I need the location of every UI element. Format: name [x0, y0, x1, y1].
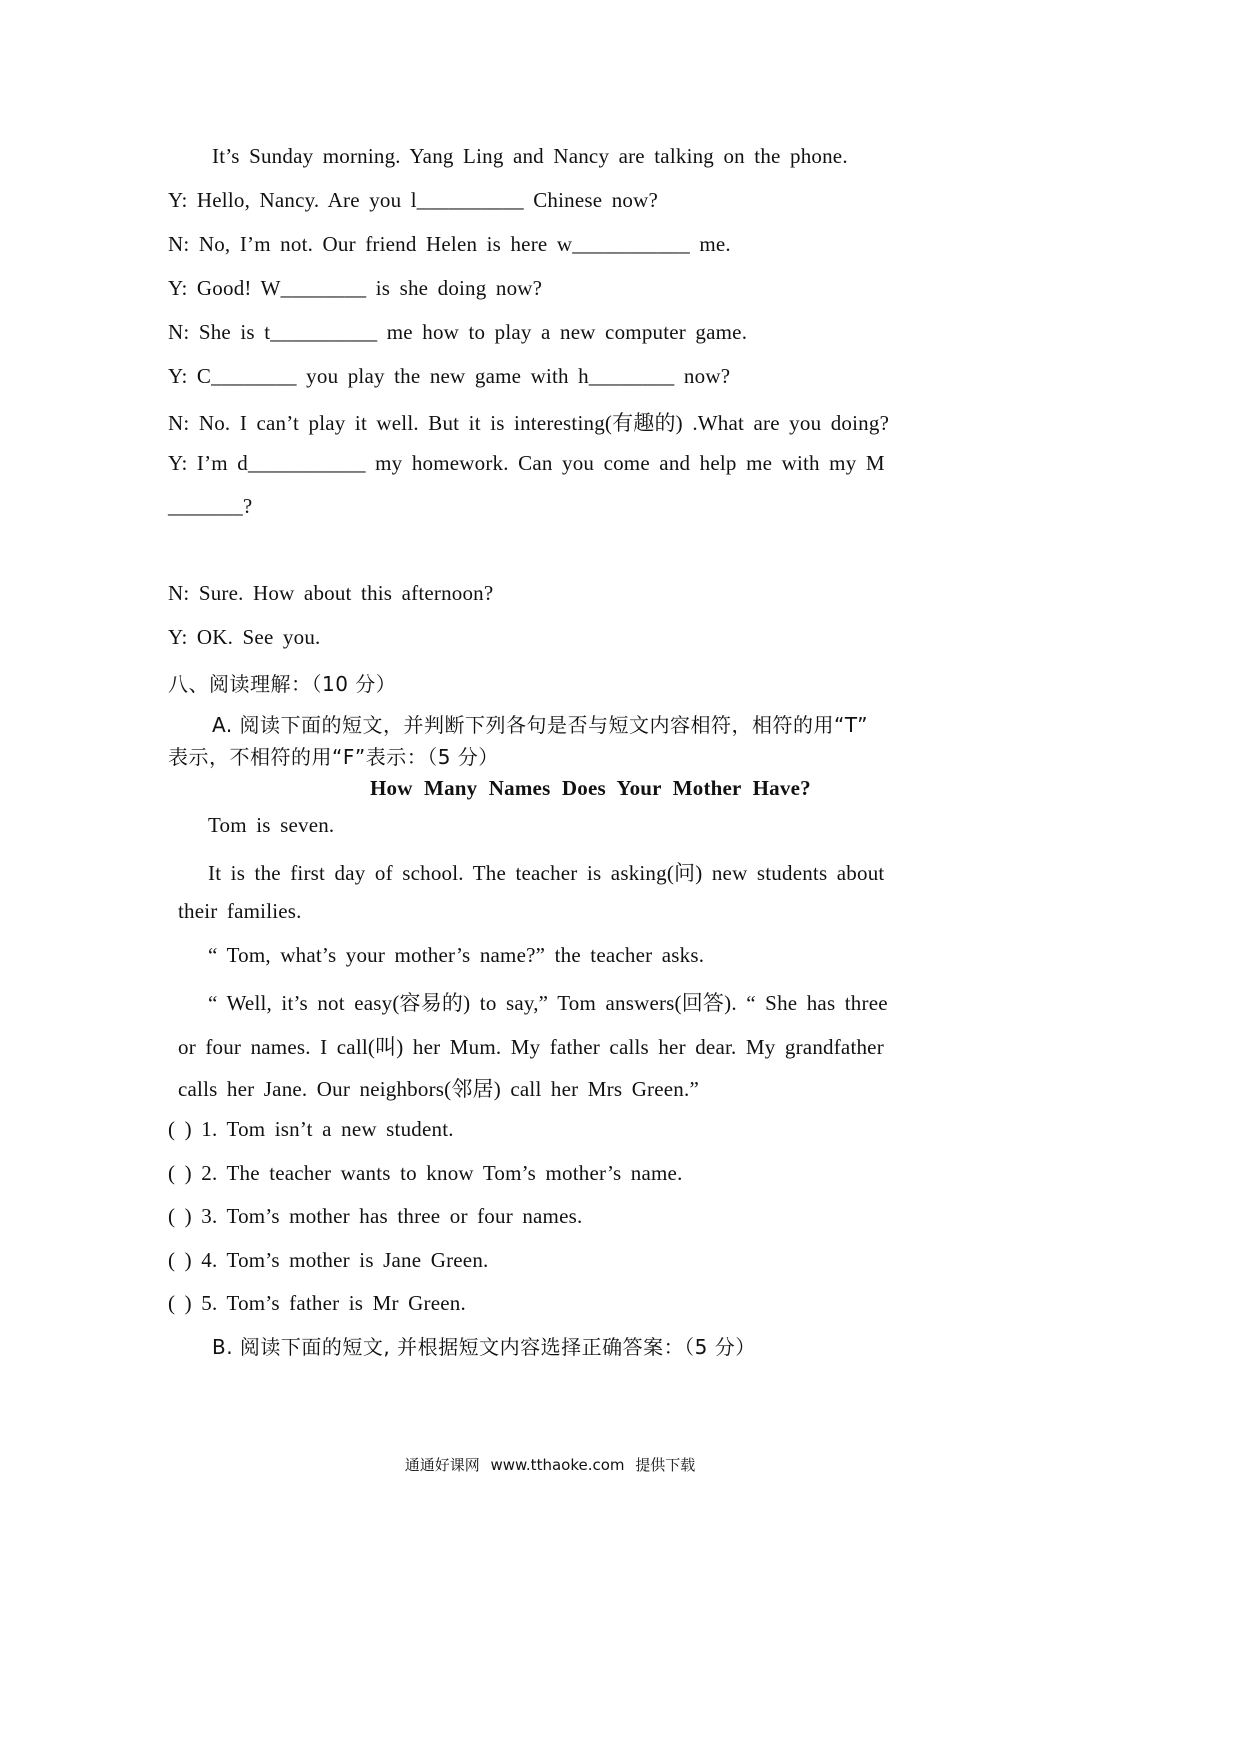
passage-line: “ Tom, what’s your mother’s name?” the teacher asks.: [208, 943, 705, 967]
passage-title: How Many Names Does Your Mother Have?: [370, 776, 811, 800]
passage-line: their families.: [178, 899, 302, 923]
dialogue-line: N: No. I can’t play it well. But it is interesting(有趣的) .What are you doing?: [168, 411, 890, 435]
section-heading: 八、阅读理解：（10 分）: [168, 672, 397, 696]
dialogue-line: Y: Hello, Nancy. Are you l__________ Chinese now?: [168, 188, 659, 212]
dialogue-line: Y: C________ you play the new game with h________ now?: [168, 364, 731, 388]
question-item: ( ) 4. Tom’s mother is Jane Green.: [168, 1248, 489, 1272]
dialogue-line: Y: I’m d___________ my homework. Can you come and help me with my M: [168, 451, 885, 475]
passage-line: “ Well, it’s not easy(容易的) to say,” Tom answers(回答). “ She has three: [208, 991, 888, 1015]
question-item: ( ) 2. The teacher wants to know Tom’s mother’s name.: [168, 1161, 683, 1185]
question-item: ( ) 3. Tom’s mother has three or four names.: [168, 1204, 583, 1228]
dialogue-line: Y: Good! W________ is she doing now?: [168, 276, 543, 300]
passage-line: or four names. I call(叫) her Mum. My father calls her dear. My grandfather: [178, 1035, 884, 1059]
dialogue-line: N: She is t__________ me how to play a new computer game.: [168, 320, 748, 344]
part-a-instruction: A. 阅读下面的短文，并判断下列各句是否与短文内容相符，相符的用“T”: [212, 713, 869, 737]
passage-line: Tom is seven.: [208, 813, 335, 837]
passage-line: calls her Jane. Our neighbors(邻居) call her Mrs Green.”: [178, 1077, 699, 1101]
page-footer: 通通好课网 www.tthaoke.com 提供下载: [404, 1456, 696, 1474]
part-b-instruction: B. 阅读下面的短文, 并根据短文内容选择正确答案：（5 分）: [212, 1335, 756, 1359]
dialogue-line: N: Sure. How about this afternoon?: [168, 581, 494, 605]
passage-line: It is the first day of school. The teacher is asking(问) new students about: [208, 861, 885, 885]
dialogue-line: Y: OK. See you.: [168, 625, 321, 649]
dialogue-intro: It’s Sunday morning. Yang Ling and Nancy are talking on the phone.: [212, 144, 848, 168]
question-item: ( ) 1. Tom isn’t a new student.: [168, 1117, 454, 1141]
dialogue-line: N: No, I’m not. Our friend Helen is here w___________ me.: [168, 232, 731, 256]
dialogue-line: _______?: [168, 494, 253, 518]
question-item: ( ) 5. Tom’s father is Mr Green.: [168, 1291, 466, 1315]
part-a-instruction: 表示，不相符的用“F”表示：（5 分）: [168, 745, 499, 769]
